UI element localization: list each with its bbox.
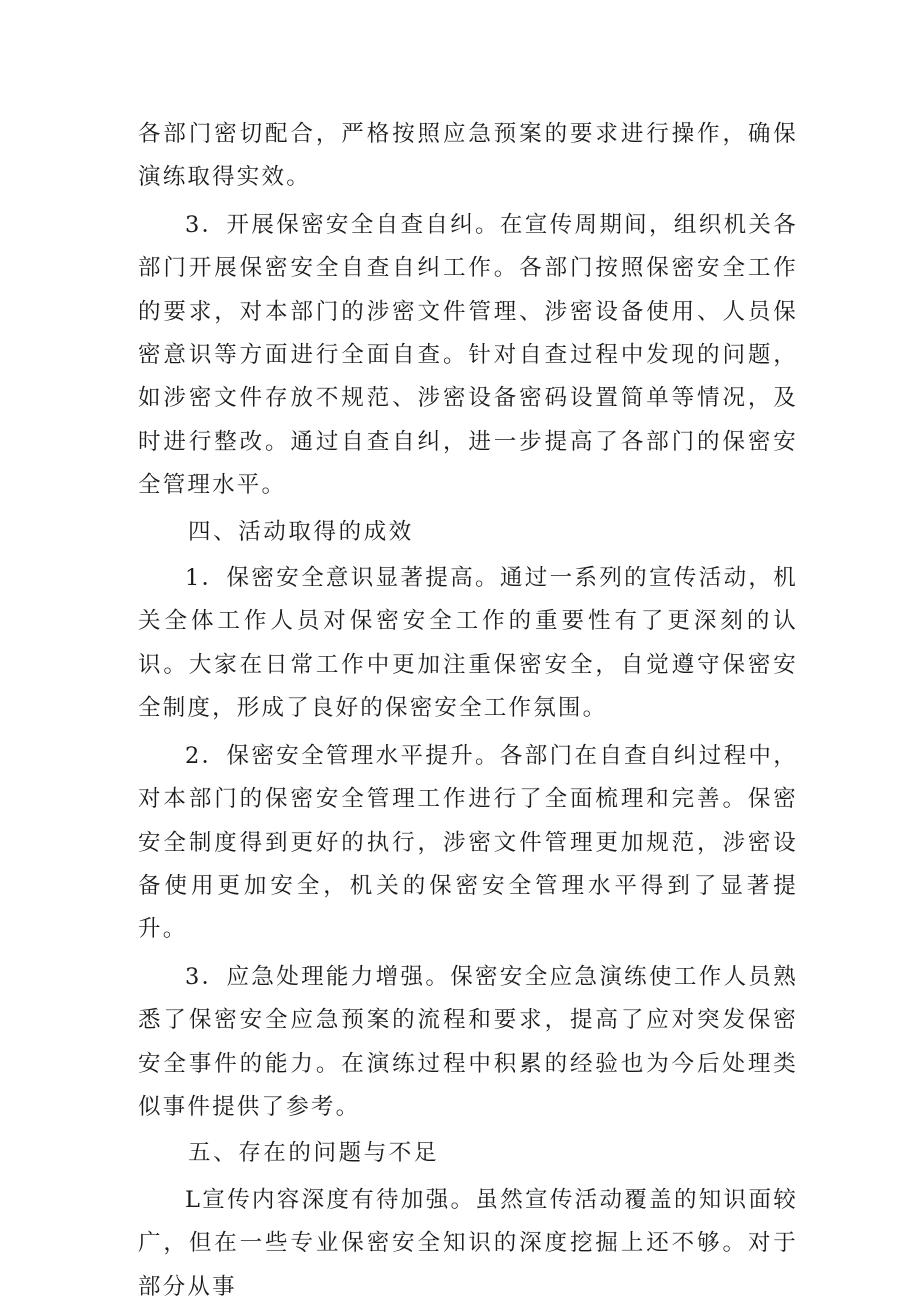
paragraph-self-inspection: 3．开展保密安全自查自纠。在宣传周期间，组织机关各部门开展保密安全自查自纠工作。各部门按照保密安全工作的要求，对本部门的涉密文件管理、涉密设备使用、人员保密意识等方面进行全面自查。针对自查过程中发现的问题，如涉密文件存放不规范、涉密设备密码设置简单等情况，及时进行整改。通过自查自纠，进一步提高了各部门的保密安全管理水平。 <box>138 211 798 499</box>
paragraph-management: 2．保密安全管理水平提升。各部门在自查自纠过程中，对本部门的保密安全管理工作进行了全面梳理和完善。保密安全制度得到更好的执行，涉密文件管理更加规范，涉密设备使用更加安全，机关的保密安全管理水平得到了显著提升。 <box>138 742 798 943</box>
section-heading-problems: 五、存在的问题与不足 <box>188 1140 440 1167</box>
paragraph-awareness: 1．保密安全意识显著提高。通过一系列的宣传活动，机关全体工作人员对保密安全工作的重要性有了更深刻的认识。大家在日常工作中更加注重保密安全，自觉遵守保密安全制度，形成了良好的保密安全工作氛围。 <box>138 565 798 722</box>
paragraph-emergency: 3．应急处理能力增强。保密安全应急演练使工作人员熟悉了保密安全应急预案的流程和要求，提高了应对突发保密安全事件的能力。在演练过程中积累的经验也为今后处理类似事件提供了参考。 <box>138 963 798 1120</box>
document-page <box>138 113 798 1309</box>
paragraph-content-depth: L宣传内容深度有待加强。虽然宣传活动覆盖的知识面较广，但在一些专业保密安全知识的深度挖掘上还不够。对于部分从事 <box>138 1186 798 1300</box>
paragraph-continuation: 各部门密切配合，严格按照应急预案的要求进行操作，确保演练取得实效。 <box>138 121 798 191</box>
section-heading-achievements: 四、活动取得的成效 <box>188 518 414 545</box>
